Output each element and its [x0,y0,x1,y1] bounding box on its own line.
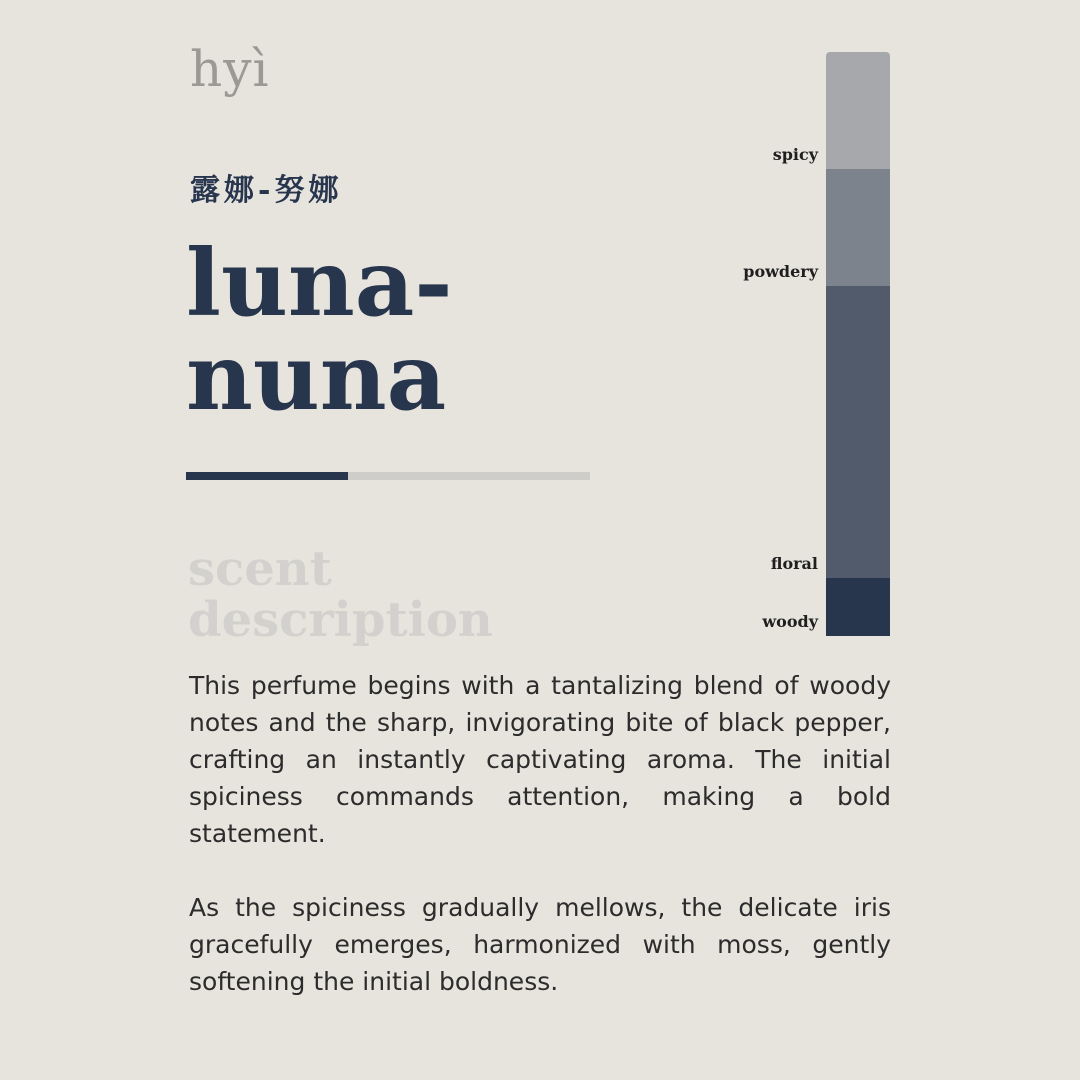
product-title-line-2: nuna [186,323,447,431]
scent-segment-powdery [826,169,890,286]
product-title-line-1: luna- [186,229,453,337]
scent-profile-bar [826,52,890,636]
section-heading-line-2: description [188,592,493,648]
product-chinese-name: 露娜-努娜 [190,173,343,208]
description-paragraph-2: As the spiciness gradually mellows, the delicate iris gracefully emerges, harmonized with moss, gently softening the initial boldness. [189,893,891,996]
scent-label-powdery: powdery [743,261,818,281]
section-heading [188,541,493,648]
scent-segment-woody [826,578,890,636]
description-paragraph-1: This perfume begins with a tantalizing blend of woody notes and the sharp, invigorating bite of black pepper, crafting an instantly captivating aroma. The initial spiciness commands attention, making a bold statement. [189,671,891,848]
progress-bar-fill [186,472,348,480]
scent-segment-floral [826,286,890,579]
progress-bar [186,472,590,480]
scent-label-spicy: spicy [772,144,818,164]
brand-logo: hyì [190,40,270,98]
scent-label-woody: woody [762,612,818,631]
product-title [186,229,453,431]
scent-segment-spicy [826,52,890,169]
section-heading-line-1: scent [188,541,332,597]
scent-description [189,667,891,1037]
scent-label-floral: floral [770,553,818,573]
